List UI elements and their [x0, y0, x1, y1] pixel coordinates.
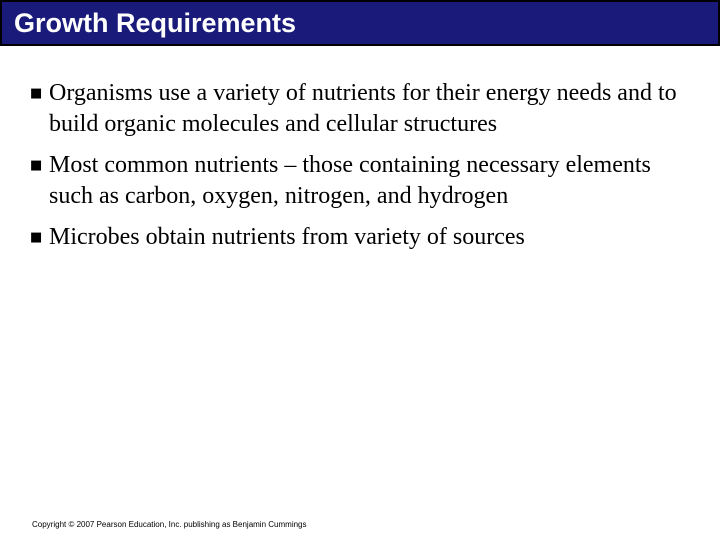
bullet-list	[30, 78, 690, 263]
copyright-footer: Copyright © 2007 Pearson Education, Inc. publishing as Benjamin Cummings	[32, 520, 307, 529]
bullet-text: Most common nutrients – those containing necessary elements such as carbon, oxygen, nitrogen, and hydrogen	[49, 152, 651, 209]
bullet-text: Microbes obtain nutrients from variety of sources	[49, 224, 525, 250]
title-bar	[0, 0, 720, 46]
bullet-item	[30, 222, 690, 253]
square-bullet-icon: ■	[30, 86, 43, 101]
bullet-item	[30, 150, 690, 212]
square-bullet-icon: ■	[30, 230, 43, 245]
slide-title: Growth Requirements	[14, 8, 297, 38]
bullet-text: Organisms use a variety of nutrients for their energy needs and to build organic molecules and cellular structures	[49, 80, 677, 137]
square-bullet-icon: ■	[30, 158, 43, 173]
bullet-item	[30, 78, 690, 140]
